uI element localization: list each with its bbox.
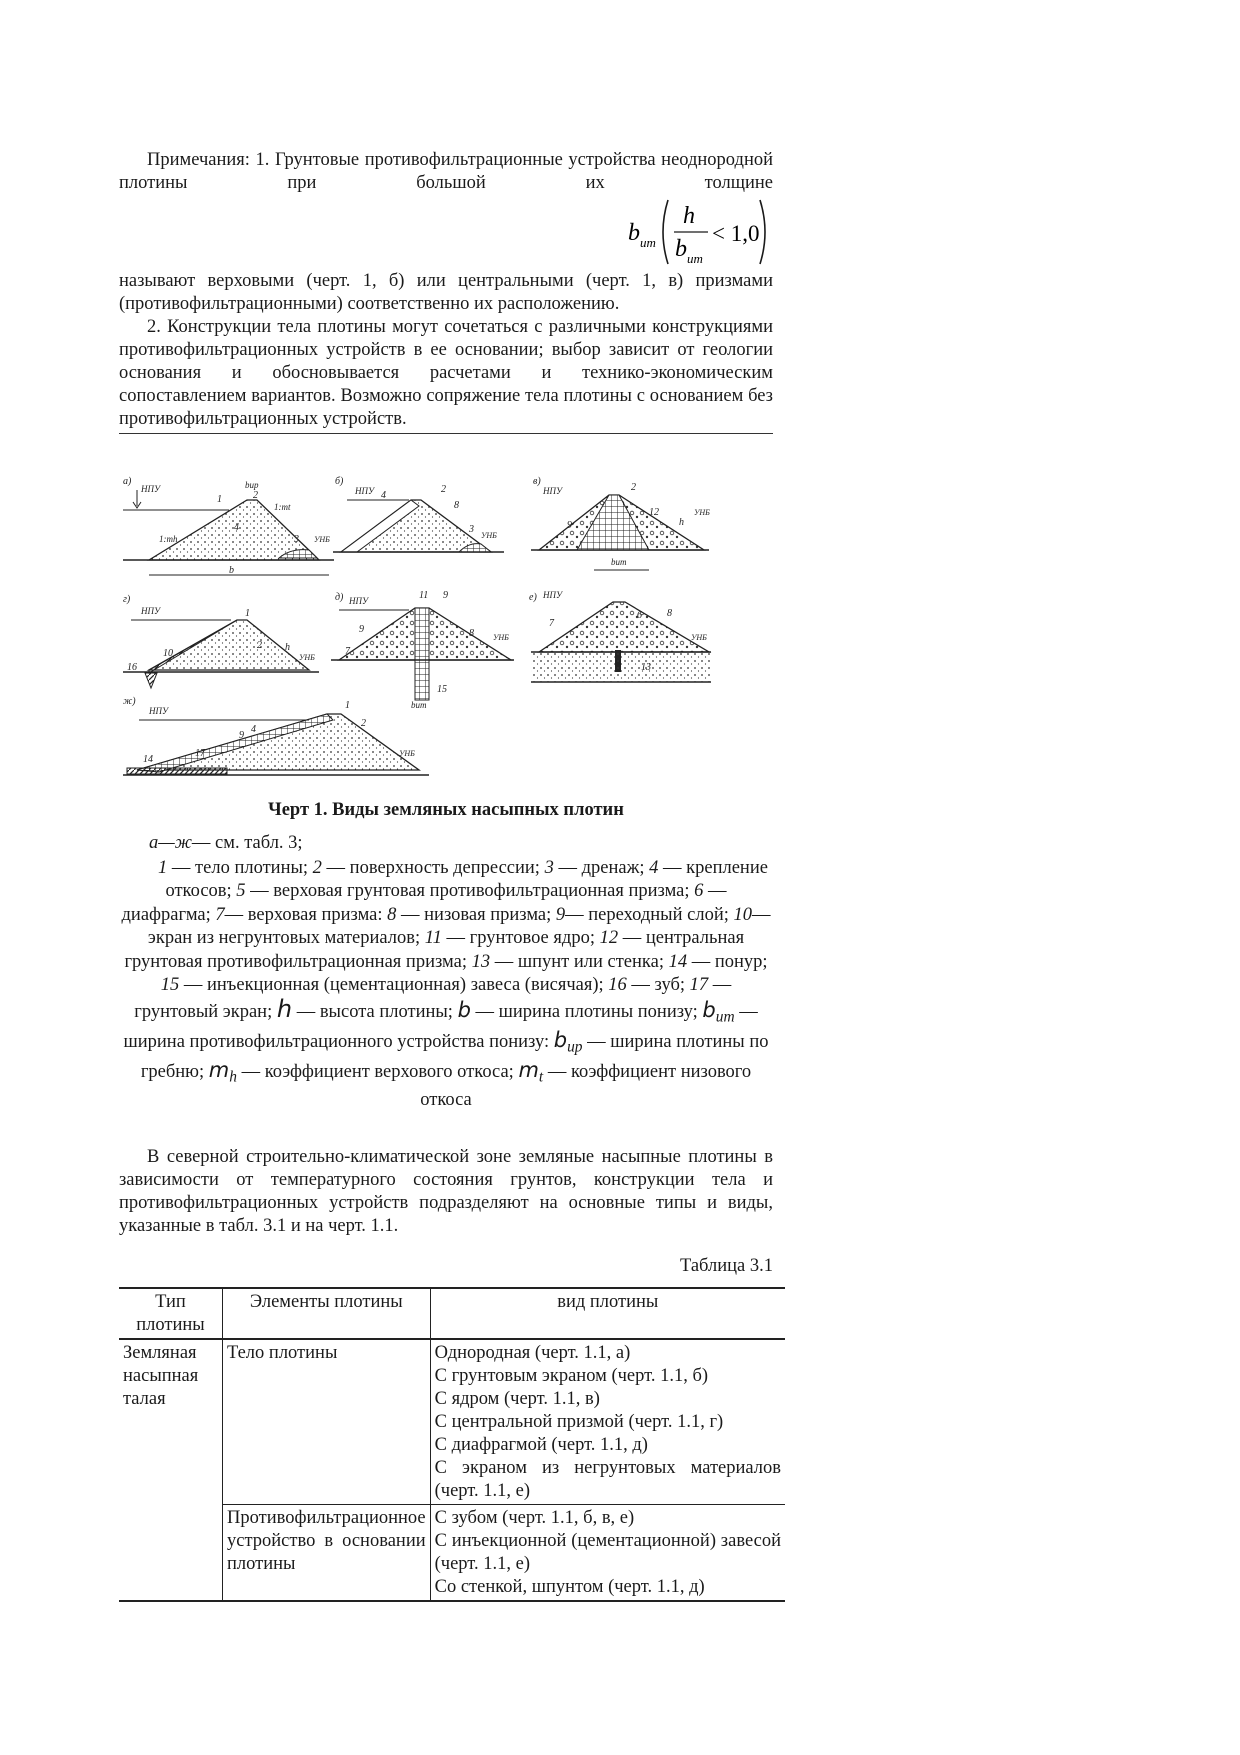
- cell-kinds: [430, 1505, 785, 1602]
- num-6-e: 6: [637, 610, 642, 621]
- panel-label-g: г): [123, 594, 131, 605]
- legend-text: — верховая призма:: [224, 904, 388, 925]
- legend-num: 5: [236, 881, 246, 901]
- panel-a: [123, 476, 334, 576]
- formula-svg: [620, 196, 770, 268]
- formula-den-sub: ит: [687, 251, 703, 266]
- npu-label-zh: НПУ: [149, 706, 169, 716]
- note-2: 2. Конструкции тела плотины могут сочетаться с различными конструкциями противофильтрационных устройств в ее основании; выбор зависит от геологии основания и обосновывается расчетами и технико-экономическим сопоставлением вариантов. Возможно сопряжение тела плотины с основанием без противофильтрационных устройств.: [119, 317, 773, 429]
- panel-e: [529, 590, 711, 682]
- legend-text: — грунтовое ядро;: [441, 928, 600, 948]
- panel-label-zh: ж): [123, 696, 136, 707]
- cell-element: Тело плотины: [223, 1339, 431, 1505]
- num-3-b: 3: [469, 524, 474, 535]
- legend-num: 9: [555, 904, 566, 925]
- legend-text: — зуб;: [626, 975, 690, 995]
- kind-item: С грунтовым экраном (черт. 1.1, б): [434, 1366, 709, 1386]
- formula-den: b: [675, 236, 687, 262]
- unb-label-v: УНБ: [694, 508, 710, 517]
- slope-down-label: 1:mt: [274, 502, 291, 512]
- num-2-a: 2: [253, 490, 258, 501]
- unb-label-g: УНБ: [299, 653, 315, 662]
- legend-num: 3: [544, 857, 554, 878]
- sym-mt-sub: t: [538, 1068, 544, 1086]
- legend-text: — диафрагма;: [121, 881, 727, 925]
- note-1-intro: Примечания: 1. Грунтовые противофильтрационные устройства неоднородной плотины при большой их толщине: [119, 150, 773, 193]
- notes-block: [119, 149, 773, 195]
- legend-num: 1: [158, 857, 168, 878]
- label-h-v: h: [679, 517, 684, 528]
- legend-text: — грунтовый экран;: [134, 975, 732, 1022]
- diaphragm-d: [415, 608, 429, 700]
- legend-head-range: а—ж: [149, 833, 192, 853]
- num-3-a: 3: [294, 534, 299, 545]
- num-13-e: 13: [641, 662, 651, 673]
- body-paragraph: В северной строительно-климатической зоне земляные насыпные плотины в зависимости от температурного состояния грунтов, конструкции тела и противофильтрационных устройств подразделяют на основные типы и виды, указанные в табл. 3.1 и на черт. 1.1.: [119, 1147, 773, 1236]
- unb-label-a: УНБ: [314, 535, 330, 544]
- num-2-v: 2: [631, 482, 636, 493]
- legend-text: — шпунт или стенка;: [490, 951, 669, 972]
- num-7-d: 7: [345, 646, 350, 657]
- num-2-g: 2: [257, 640, 262, 651]
- legend-head-rest: — см. табл. 3;: [191, 833, 303, 853]
- panel-label-e: е): [529, 592, 537, 603]
- cell-kinds: [430, 1339, 785, 1505]
- legend-text: — высота плотины;: [292, 1001, 458, 1022]
- npu-label-e: НПУ: [543, 590, 563, 600]
- table-row: [119, 1339, 785, 1505]
- sym-bup: b: [553, 1027, 568, 1052]
- unb-label-zh: УНБ: [399, 749, 415, 758]
- legend-text: — ширина противофильтрационного устройства понизу:: [123, 1001, 758, 1052]
- num-9b-d: 9: [359, 624, 364, 635]
- legend-text: — низовая призма;: [396, 904, 556, 925]
- body-section: [119, 1146, 773, 1238]
- panel-zh: [123, 696, 429, 775]
- label-h-g: h: [285, 642, 290, 653]
- npu-label-g: НПУ: [141, 606, 161, 616]
- num-2-zh: 2: [361, 718, 366, 729]
- header-type: Тип плотины: [136, 1292, 205, 1335]
- num-12-v: 12: [649, 507, 659, 518]
- table-header-row: [119, 1288, 785, 1339]
- unb-label-e: УНБ: [691, 633, 707, 642]
- legend-text: — поверхность депрессии;: [321, 857, 545, 878]
- sym-bup-sub: up: [567, 1038, 583, 1056]
- num-4-zh: 4: [251, 724, 256, 735]
- legend-head: [149, 832, 773, 856]
- formula-lhs-sub: ит: [640, 235, 656, 250]
- panel-label-v: в): [533, 476, 541, 487]
- formula: [620, 196, 770, 268]
- dam-figure-svg: [119, 470, 775, 792]
- num-2-b: 2: [441, 484, 446, 495]
- legend-num: 4: [649, 857, 659, 878]
- legend-num: 10: [733, 904, 752, 925]
- panel-label-b: б): [335, 476, 344, 487]
- slope-up-label: 1:mh: [159, 534, 178, 544]
- legend-text: — верховая грунтовая противофильтрационная призма;: [245, 881, 695, 901]
- legend-num: 6: [694, 881, 704, 901]
- num-8-d: 8: [469, 628, 474, 639]
- num-9-zh: 9: [239, 730, 244, 741]
- legend-num: 17: [689, 975, 709, 995]
- legend-text: — коэффициент низового откоса: [420, 1061, 752, 1111]
- npu-label-d: НПУ: [349, 596, 369, 606]
- kind-item: С ядром (черт. 1.1, в): [434, 1389, 600, 1409]
- dam-body-e: [539, 602, 709, 652]
- num-7-e: 7: [549, 618, 554, 629]
- num-4-b: 4: [381, 490, 386, 501]
- kind-item: С зубом (черт. 1.1, б, в, е): [434, 1508, 635, 1528]
- figure-caption: Черт 1. Виды земляных насыпных плотин: [268, 800, 624, 820]
- panel-v: [531, 476, 710, 570]
- sym-bit: b: [702, 997, 716, 1022]
- kind-item: Однородная (черт. 1.1, а): [434, 1343, 631, 1363]
- num-17-zh: 17: [195, 748, 205, 759]
- num-4-a: 4: [234, 522, 239, 533]
- panel-label-d: д): [335, 592, 344, 603]
- kind-item: Со стенкой, шпунтом (черт. 1.1, д): [434, 1577, 705, 1597]
- panel-g: [123, 594, 319, 688]
- legend-num: 15: [160, 975, 180, 995]
- sym-mh-sub: h: [229, 1068, 237, 1086]
- header-elements: Элементы плотины: [223, 1288, 431, 1339]
- notes-block-2: [119, 270, 773, 434]
- legend-text: — переходный слой;: [565, 904, 734, 925]
- unb-label-b: УНБ: [481, 531, 497, 540]
- dam-types-figure: [119, 470, 775, 792]
- num-1-zh: 1: [345, 700, 350, 711]
- sym-mh: m: [208, 1057, 230, 1082]
- legend-text: — тело плотины;: [167, 857, 313, 878]
- legend-body: [119, 857, 773, 1113]
- legend-text: — крепление откосов;: [165, 857, 768, 901]
- label-bit-v: bит: [611, 557, 627, 567]
- unb-label-d: УНБ: [493, 633, 509, 642]
- num-1-a: 1: [217, 494, 222, 505]
- formula-num: h: [683, 203, 695, 229]
- legend-num: 2: [312, 857, 322, 878]
- legend-text: — экран из негрунтовых материалов;: [147, 904, 771, 948]
- paren-left: [663, 200, 668, 264]
- dam-types-table: [119, 1287, 785, 1602]
- label-bit-d: bит: [411, 700, 427, 710]
- formula-rel: < 1,0: [712, 221, 760, 246]
- cell-type: Земляная насыпная талая: [123, 1343, 199, 1409]
- kind-item: С инъекционной (цементационной) завесой (черт. 1.1, е): [434, 1531, 781, 1574]
- kind-item: С экраном из негрунтовых материалов (черт. 1.1, е): [434, 1458, 781, 1501]
- header-kind: вид плотины: [430, 1288, 785, 1339]
- sym-bit-sub: ит: [715, 1008, 735, 1026]
- legend-text: — ширина плотины понизу;: [470, 1001, 703, 1022]
- npu-label-b: НПУ: [355, 486, 375, 496]
- sym-b: b: [457, 997, 471, 1022]
- sym-h: h: [276, 994, 293, 1023]
- legend-num: 11: [424, 928, 442, 948]
- paren-right: [760, 200, 765, 264]
- panel-b: [333, 476, 504, 552]
- table-caption: Таблица 3.1: [680, 1256, 773, 1276]
- panel-d: [331, 590, 514, 710]
- label-bup: bup: [245, 480, 259, 490]
- num-15-d: 15: [437, 684, 447, 695]
- legend-num: 14: [668, 951, 688, 972]
- cell-element: Противофильтрационное устройство в основании плотины: [223, 1505, 431, 1602]
- legend-num: 7: [215, 904, 225, 925]
- legend-num: 16: [608, 975, 627, 995]
- num-9-d: 9: [443, 590, 448, 601]
- legend-text: — инъекционная (цементационная) завеса (висячая);: [179, 975, 609, 995]
- legend-num: 13: [471, 951, 491, 972]
- num-8-e: 8: [667, 608, 672, 619]
- legend-text: — коэффициент верхового откоса;: [236, 1061, 519, 1082]
- notes-divider: [119, 433, 773, 434]
- figure-legend: [119, 832, 773, 1113]
- num-16-g: 16: [127, 662, 137, 673]
- note-1-rest: называют верховыми (черт. 1, б) или центральными (черт. 1, в) призмами (противофильтрационными) соответственно их расположению.: [119, 271, 773, 314]
- legend-text: — ширина плотины по гребню;: [140, 1031, 769, 1082]
- npu-label-a: НПУ: [141, 484, 161, 494]
- num-8-b: 8: [454, 500, 459, 511]
- legend-text: — понур;: [687, 951, 768, 972]
- num-10-g: 10: [163, 648, 173, 659]
- npu-label-v: НПУ: [543, 486, 563, 496]
- sym-mt: m: [518, 1057, 539, 1082]
- formula-lhs: b: [628, 220, 640, 246]
- legend-num: 8: [387, 904, 397, 925]
- legend-num: 12: [599, 928, 619, 948]
- num-1-g: 1: [245, 608, 250, 619]
- legend-text: — дренаж;: [553, 857, 650, 878]
- label-b: b: [229, 565, 234, 576]
- kind-item: С диафрагмой (черт. 1.1, д): [434, 1435, 648, 1455]
- panel-label-a: а): [123, 476, 132, 487]
- legend-text: — центральная грунтовая противофильтрационная призма;: [124, 928, 745, 972]
- num-9-v: 9: [567, 520, 572, 531]
- num-14-zh: 14: [143, 754, 153, 765]
- num-11-d: 11: [419, 590, 429, 601]
- kind-item: С центральной призмой (черт. 1.1, г): [434, 1412, 724, 1432]
